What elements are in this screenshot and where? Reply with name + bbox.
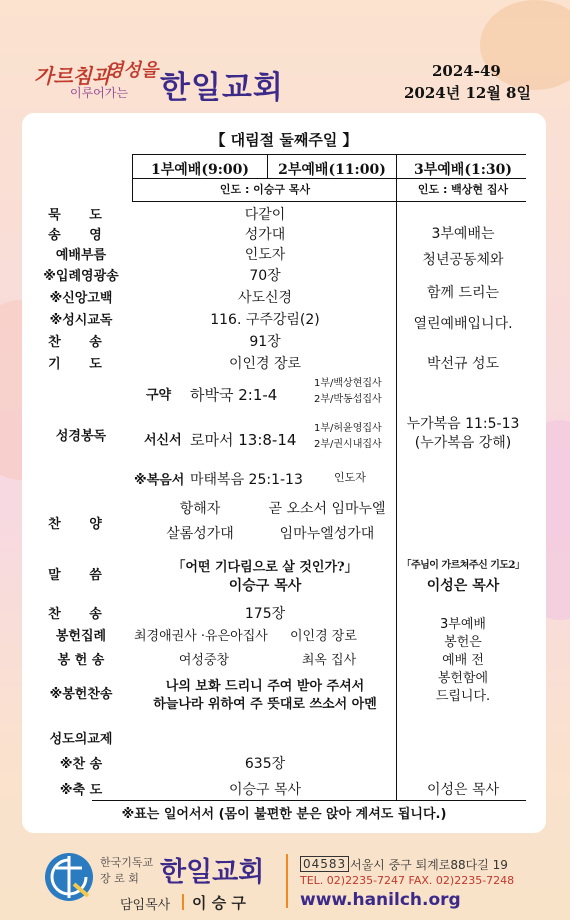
service3-offering-line: 3부예배 (440, 617, 486, 632)
footer-church-name: 한일교회 (160, 857, 265, 888)
row-label-hymn1: 찬 송 (48, 335, 114, 350)
offering-song-value: 여성중창 (178, 653, 230, 668)
anthem-item: 살롬성가대 (166, 526, 234, 542)
pastor-title: 담임목사 (120, 898, 171, 913)
denomination-line: 장 로 회 (100, 872, 139, 885)
row-value-silent-prayer: 다같이 (244, 207, 286, 223)
offering-value: 이인경 장로 (290, 629, 357, 644)
row-value-praise: 성가대 (244, 227, 286, 243)
row-label-anthem: 찬 양 (48, 517, 114, 532)
epistle-tag: 서신서 (144, 433, 182, 448)
service3-scripture: 누가복음 11:5-13 (406, 416, 520, 432)
service3-note-line: 청년공동체와 (422, 252, 504, 268)
row-label-offering-hymn: ※봉헌찬송 (49, 687, 113, 702)
row-value-benediction: 이승구 목사 (228, 782, 302, 798)
slogan-part3: 이루어가는 (70, 86, 128, 100)
sermon-preacher: 이승구 목사 (228, 578, 302, 594)
postal-code: 04583 (300, 856, 349, 872)
row-label-opening-hymn: ※입례영광송 (43, 269, 119, 284)
row-label-hymn2: 찬 송 (48, 607, 114, 622)
row-label-call: 예배부름 (55, 248, 107, 263)
gospel-reader: 인도자 (334, 471, 366, 484)
epistle-reader: 2부/권시내집사 (314, 439, 382, 450)
row-value-prayer: 이인경 장로 (228, 356, 302, 372)
ot-reader: 2부/박동섭집사 (314, 394, 382, 405)
row-value-creed: 사도신경 (237, 290, 293, 306)
church-name: 한일교회 (160, 70, 284, 106)
pastor-name: 이 승 구 (192, 894, 246, 912)
service3-note-line: 함께 드리는 (426, 285, 500, 301)
row-label-reading: 성경봉독 (55, 429, 107, 444)
row-label-prayer: 기 도 (48, 357, 114, 372)
service3-offering-line: 봉헌함에 (437, 671, 489, 686)
offering-song-value: 최옥 집사 (301, 653, 357, 668)
divider-bar (286, 854, 288, 908)
footer (0, 838, 570, 920)
church-logo-icon (44, 852, 94, 902)
sermon-title: 「어떤 기다림으로 살 것인가?」 (172, 560, 358, 575)
ot-reference: 하박국 2:1-4 (190, 386, 278, 404)
row-label-hymn3: ※찬 송 (59, 757, 103, 772)
bulletin-date: 2024년 12월 8일 (404, 84, 531, 102)
epistle-reader: 1부/허윤영집사 (314, 423, 382, 434)
address: 서울시 중구 퇴계로88다길 19 (350, 858, 508, 872)
sermon-preacher-service3: 이성은 목사 (426, 578, 500, 594)
row-label-sermon: 말 씀 (48, 568, 114, 583)
service3-offering-line: 예배 전 (442, 653, 484, 668)
row-value-call: 인도자 (244, 247, 286, 263)
row-label-offering: 봉헌집례 (55, 629, 107, 644)
service3-offering-line: 드립니다. (435, 689, 491, 704)
leader-services-1-2: 인도 : 이승구 목사 (219, 183, 311, 196)
row-value-responsive: 116. 구주강림(2) (210, 312, 320, 328)
footnote: ※표는 일어서서 (몸이 불편한 분은 앉아 계셔도 됩니다.) (121, 807, 447, 822)
divider-bar (182, 894, 184, 910)
anthem-item: 곧 오소서 임마누엘 (268, 501, 386, 517)
service-2-heading: 2부예배(11:00) (278, 162, 386, 178)
ot-tag: 구약 (146, 388, 172, 403)
service3-note-line: 열린예배입니다. (413, 316, 513, 332)
ot-reader: 1부/백상현집사 (314, 378, 382, 389)
row-value-opening-hymn: 70장 (249, 268, 281, 284)
row-value-prayer-service3: 박선규 성도 (426, 356, 500, 372)
row-label-silent-prayer: 묵 도 (48, 208, 114, 223)
divider (132, 154, 526, 155)
epistle-reference: 로마서 13:8-14 (190, 431, 297, 449)
row-value-hymn1: 91장 (249, 334, 281, 350)
divider (132, 201, 526, 202)
divider (396, 154, 397, 800)
gospel-tag: ※복음서 (134, 473, 185, 488)
anthem-item: 임마누엘성가대 (279, 526, 375, 542)
header (0, 0, 570, 112)
row-value-hymn2: 175장 (244, 606, 286, 622)
offering-value: 최경애권사 ·유은아집사 (134, 629, 268, 644)
offering-hymn-line: 나의 보화 드리니 주여 받아 주셔서 (165, 679, 365, 694)
offering-hymn-line: 하늘나라 위하여 주 뜻대로 쓰소서 아멘 (153, 697, 377, 712)
row-value-hymn3: 635장 (244, 756, 286, 772)
service-3-heading: 3부예배(1:30) (414, 162, 512, 178)
service3-note-line: 3부예배는 (431, 226, 495, 242)
sermon-title-service3: 「주님이 가르쳐주신 기도2」 (401, 560, 525, 571)
row-value-benediction-service3: 이성은 목사 (426, 782, 500, 798)
leader-service-3: 인도 : 백상현 집사 (417, 183, 509, 196)
slogan-part2: 영성을 (106, 60, 159, 81)
row-label-fellowship: 성도의교제 (49, 732, 113, 747)
service-1-heading: 1부예배(9:00) (151, 162, 249, 178)
denomination-line: 한국기독교 (100, 856, 154, 869)
row-label-offering-song: 봉 헌 송 (57, 653, 105, 668)
row-label-praise: 송 영 (48, 228, 114, 243)
row-label-responsive: ※성시교독 (49, 313, 113, 328)
slogan-part1: 가르침과 (34, 64, 112, 88)
service3-scripture-sub: (누가복음 강해) (414, 435, 512, 451)
divider (92, 800, 526, 801)
service3-offering-line: 봉헌은 (444, 635, 482, 650)
order-title: 【 대림절 둘째주일 】 (210, 131, 358, 149)
anthem-item: 항해자 (179, 501, 221, 517)
website-link[interactable]: www.hanilch.org (300, 890, 461, 910)
issue-number: 2024-49 (432, 62, 501, 80)
row-label-creed: ※신앙고백 (49, 291, 113, 306)
worship-order-card (22, 113, 546, 833)
gospel-reference: 마태복음 25:1-13 (190, 472, 303, 488)
phone-fax: TEL. 02)2235-7247 FAX. 02)2235-7248 (300, 874, 515, 887)
row-label-benediction: ※축 도 (59, 783, 103, 798)
